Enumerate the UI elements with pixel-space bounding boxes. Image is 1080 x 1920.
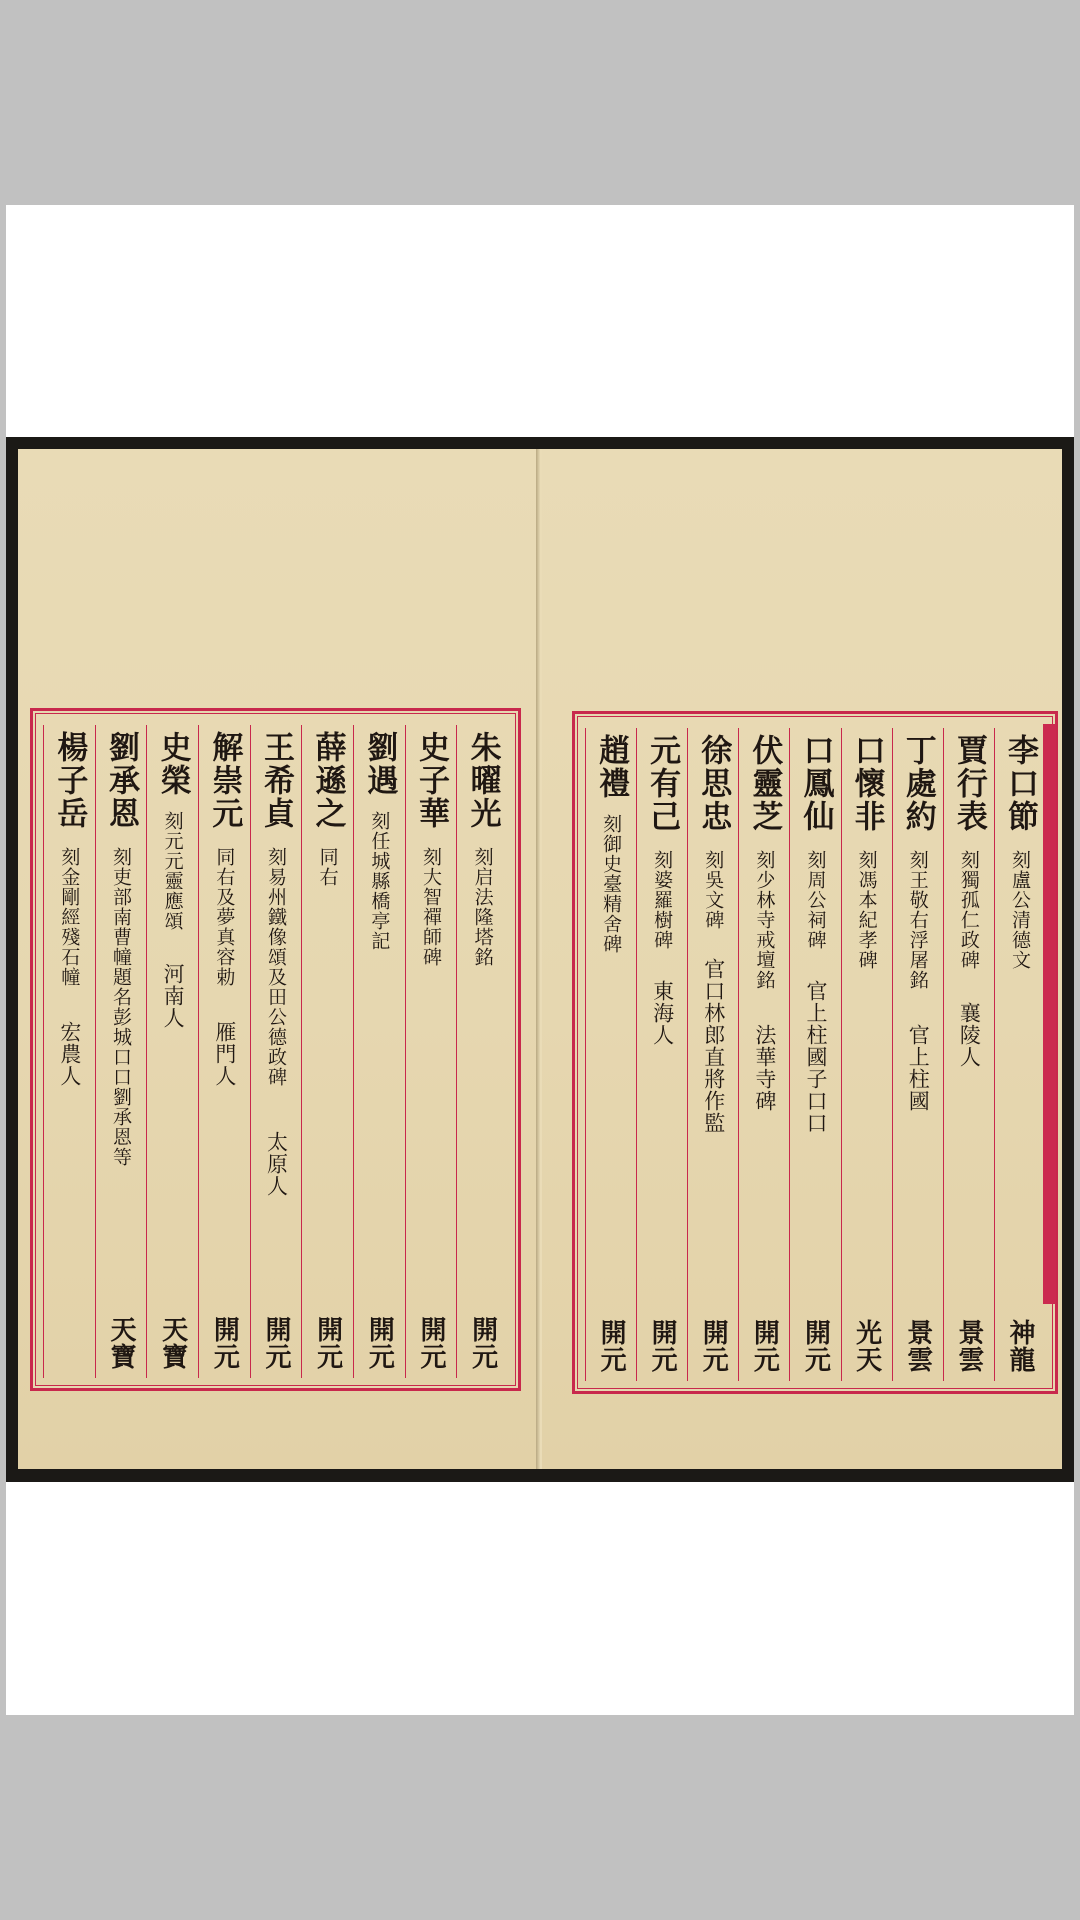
right-page-frame	[572, 711, 1058, 1394]
text-column	[405, 725, 458, 1378]
red-tab-marker	[1043, 724, 1056, 1304]
reign-era: 開元	[209, 1316, 240, 1370]
engraving-work: 刻任城縣橋亭記	[368, 811, 391, 951]
reign-era: 開元	[749, 1319, 780, 1373]
engraving-work: 刻启法隆塔銘	[471, 847, 494, 967]
engraver-origin: 法華寺碑	[752, 1024, 777, 1112]
engraver-origin: 宏農人	[57, 1021, 82, 1087]
reign-era: 景雲	[953, 1319, 984, 1373]
engraving-work: 刻王敬右浮屠銘	[906, 850, 929, 990]
engraver-name: 王希貞	[257, 731, 294, 830]
engraving-work: 刻御史臺精舍碑	[600, 814, 623, 954]
engraver-name: 劉承恩	[102, 731, 139, 830]
engraving-work: 刻吏部南曹幢題名彭城口口劉承恩等	[109, 847, 132, 1167]
text-column	[198, 725, 251, 1378]
reign-era: 開元	[467, 1316, 498, 1370]
engraver-origin: 官上柱國子口口	[804, 980, 828, 1134]
engraving-work: 刻吳文碑	[702, 850, 725, 930]
left-page-frame	[30, 708, 521, 1391]
engraver-name: 伏靈芝	[746, 734, 783, 833]
engraver-name: 李口節	[1001, 734, 1038, 833]
text-column	[353, 725, 406, 1378]
engraver-name: 口懷非	[848, 734, 885, 833]
engraver-name: 史榮	[154, 731, 191, 797]
text-column	[789, 728, 841, 1381]
engraver-name: 解崇元	[206, 731, 243, 830]
left-page	[18, 449, 540, 1469]
text-column	[250, 725, 303, 1378]
text-column	[95, 725, 148, 1378]
engraver-name: 史子華	[412, 731, 449, 830]
engraving-work: 刻大智禪師碑	[419, 847, 442, 967]
engraving-work: 刻馮本紀孝碑	[855, 850, 878, 970]
text-column	[146, 725, 199, 1378]
text-column	[687, 728, 739, 1381]
engraver-name: 元有己	[644, 734, 681, 833]
reign-era: 天寶	[105, 1316, 136, 1370]
reign-era: 景雲	[902, 1319, 933, 1373]
text-column	[301, 725, 354, 1378]
reign-era: 開元	[698, 1319, 729, 1373]
text-column	[943, 728, 995, 1381]
text-column	[636, 728, 688, 1381]
reign-era: 開元	[260, 1316, 291, 1370]
engraving-work: 同右	[316, 847, 339, 887]
text-column	[994, 728, 1046, 1381]
engraving-work: 刻少林寺戒壇銘	[753, 850, 776, 990]
engraver-name: 口鳳仙	[797, 734, 834, 833]
engraver-origin: 官口林郎直將作監	[701, 958, 726, 1134]
text-column	[841, 728, 893, 1381]
reign-era: 開元	[596, 1319, 627, 1373]
text-column	[43, 725, 96, 1378]
text-column	[456, 725, 509, 1378]
engraving-work: 刻周公祠碑	[804, 850, 827, 950]
reign-era: 開元	[800, 1319, 831, 1373]
engraving-work: 刻獨孤仁政碑	[957, 850, 980, 970]
engraver-name: 趙禮	[593, 734, 630, 800]
right-page	[542, 449, 1062, 1469]
engraver-name: 丁處約	[899, 734, 936, 833]
engraving-work: 刻盧公清德文	[1008, 850, 1031, 970]
engraver-name: 劉遇	[361, 731, 398, 797]
text-column	[738, 728, 790, 1381]
reign-era: 光天	[851, 1319, 882, 1373]
engraver-name: 楊子岳	[51, 731, 88, 830]
engraver-origin: 襄陵人	[957, 1002, 982, 1068]
reign-era: 開元	[364, 1316, 395, 1370]
reign-era: 開元	[647, 1319, 678, 1373]
engraving-work: 刻易州鐵像頌及田公德政碑	[264, 847, 287, 1087]
engraving-work: 刻金剛經殘石幢	[58, 847, 81, 987]
engraver-name: 朱曜光	[464, 731, 501, 830]
engraving-work: 同右及夢真容勅	[213, 847, 236, 987]
engraving-work: 刻元元靈應頌	[161, 811, 184, 931]
engraver-origin: 雁門人	[212, 1021, 237, 1087]
engraving-work: 刻婆羅樹碑	[651, 850, 674, 950]
engraver-origin: 太原人	[264, 1131, 289, 1197]
engraver-name: 徐思忠	[695, 734, 732, 833]
reign-era: 天寶	[157, 1316, 188, 1370]
text-column	[585, 728, 637, 1381]
engraver-origin: 東海人	[650, 980, 675, 1046]
text-column	[892, 728, 944, 1381]
reign-era: 神龍	[1004, 1319, 1035, 1373]
engraver-name: 賈行表	[950, 734, 987, 833]
reign-era: 開元	[415, 1316, 446, 1370]
reign-era: 開元	[312, 1316, 343, 1370]
engraver-origin: 官上柱國	[906, 1024, 931, 1112]
engraver-name: 薛遜之	[309, 731, 346, 830]
engraver-origin: 河南人	[161, 963, 186, 1029]
